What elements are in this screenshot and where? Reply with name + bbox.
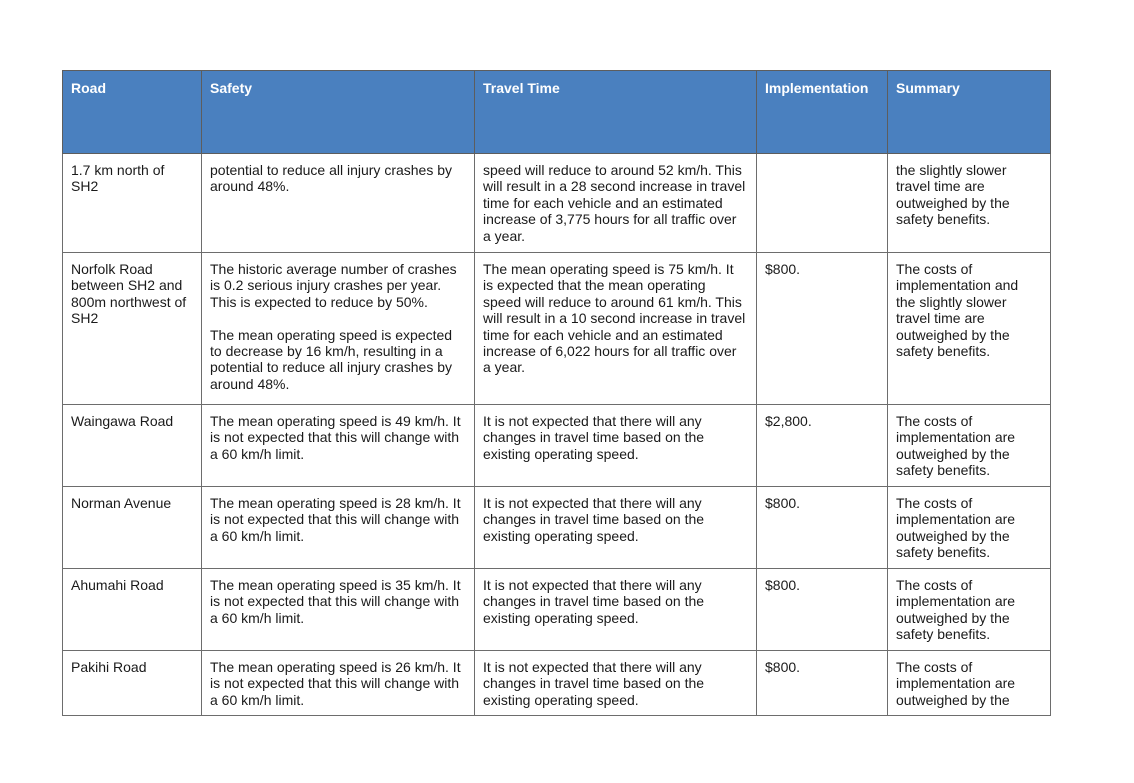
cell-summary: the slightly slower travel time are outweighed by the safety benefits. [888, 154, 1051, 253]
cell-safety: The mean operating speed is 26 km/h. It is not expected that this will change with a 60 km/h limit. [202, 651, 475, 716]
cell-safety: The mean operating speed is 28 km/h. It is not expected that this will change with a 60 km/h limit. [202, 487, 475, 569]
cell-safety: The mean operating speed is 49 km/h. It is not expected that this will change with a 60 km/h limit. [202, 405, 475, 487]
cell-travel-time: The mean operating speed is 75 km/h. It is expected that the mean operating speed will reduce to around 61 km/h. This will result in a 10 second increase in travel time for each vehicle and an estimated increase of 6,022 hours for all traffic over a year. [475, 253, 757, 405]
table-row [63, 569, 1051, 651]
cell-summary: The costs of implementation are outweighed by the safety benefits. [888, 487, 1051, 569]
table-row [63, 651, 1051, 716]
cell-road: Waingawa Road [63, 405, 202, 487]
cell-implementation: $800. [757, 487, 888, 569]
cell-implementation: $800. [757, 569, 888, 651]
header-safety: Safety [202, 71, 475, 154]
cell-summary: The costs of implementation are outweighed by the safety benefits. [888, 405, 1051, 487]
header-road: Road [63, 71, 202, 154]
cell-road: Norfolk Road between SH2 and 800m northwest of SH2 [63, 253, 202, 405]
cell-safety: potential to reduce all injury crashes by around 48%. [202, 154, 475, 253]
cell-implementation: $800. [757, 253, 888, 405]
header-implementation: Implementation [757, 71, 888, 154]
cell-implementation: $800. [757, 651, 888, 716]
cell-summary: The costs of implementation are outweighed by the [888, 651, 1051, 716]
cell-summary: The costs of implementation are outweighed by the safety benefits. [888, 569, 1051, 651]
table-header-row [63, 71, 1051, 154]
cell-road: Ahumahi Road [63, 569, 202, 651]
cell-implementation: $2,800. [757, 405, 888, 487]
cell-road: Pakihi Road [63, 651, 202, 716]
cell-summary: The costs of implementation and the slightly slower travel time are outweighed by the safety benefits. [888, 253, 1051, 405]
cell-safety: The mean operating speed is 35 km/h. It is not expected that this will change with a 60 km/h limit. [202, 569, 475, 651]
cell-travel-time: It is not expected that there will any changes in travel time based on the existing operating speed. [475, 405, 757, 487]
table-row [63, 487, 1051, 569]
header-travel-time: Travel Time [475, 71, 757, 154]
table-row [63, 253, 1051, 405]
cell-travel-time: It is not expected that there will any changes in travel time based on the existing operating speed. [475, 569, 757, 651]
speed-review-table [62, 70, 1051, 716]
cell-implementation [757, 154, 888, 253]
cell-travel-time: speed will reduce to around 52 km/h. This will result in a 28 second increase in travel time for each vehicle and an estimated increase of 3,775 hours for all traffic over a year. [475, 154, 757, 253]
cell-travel-time: It is not expected that there will any changes in travel time based on the existing operating speed. [475, 651, 757, 716]
header-summary: Summary [888, 71, 1051, 154]
table-row [63, 405, 1051, 487]
cell-road: 1.7 km north of SH2 [63, 154, 202, 253]
cell-road: Norman Avenue [63, 487, 202, 569]
table-row [63, 154, 1051, 253]
cell-safety: The historic average number of crashes is 0.2 serious injury crashes per year. This is expected to reduce by 50%. The mean operating speed is expected to decrease by 16 km/h, resulting in a potential to reduce all injury crashes by around 48%. [202, 253, 475, 405]
cell-travel-time: It is not expected that there will any changes in travel time based on the existing operating speed. [475, 487, 757, 569]
